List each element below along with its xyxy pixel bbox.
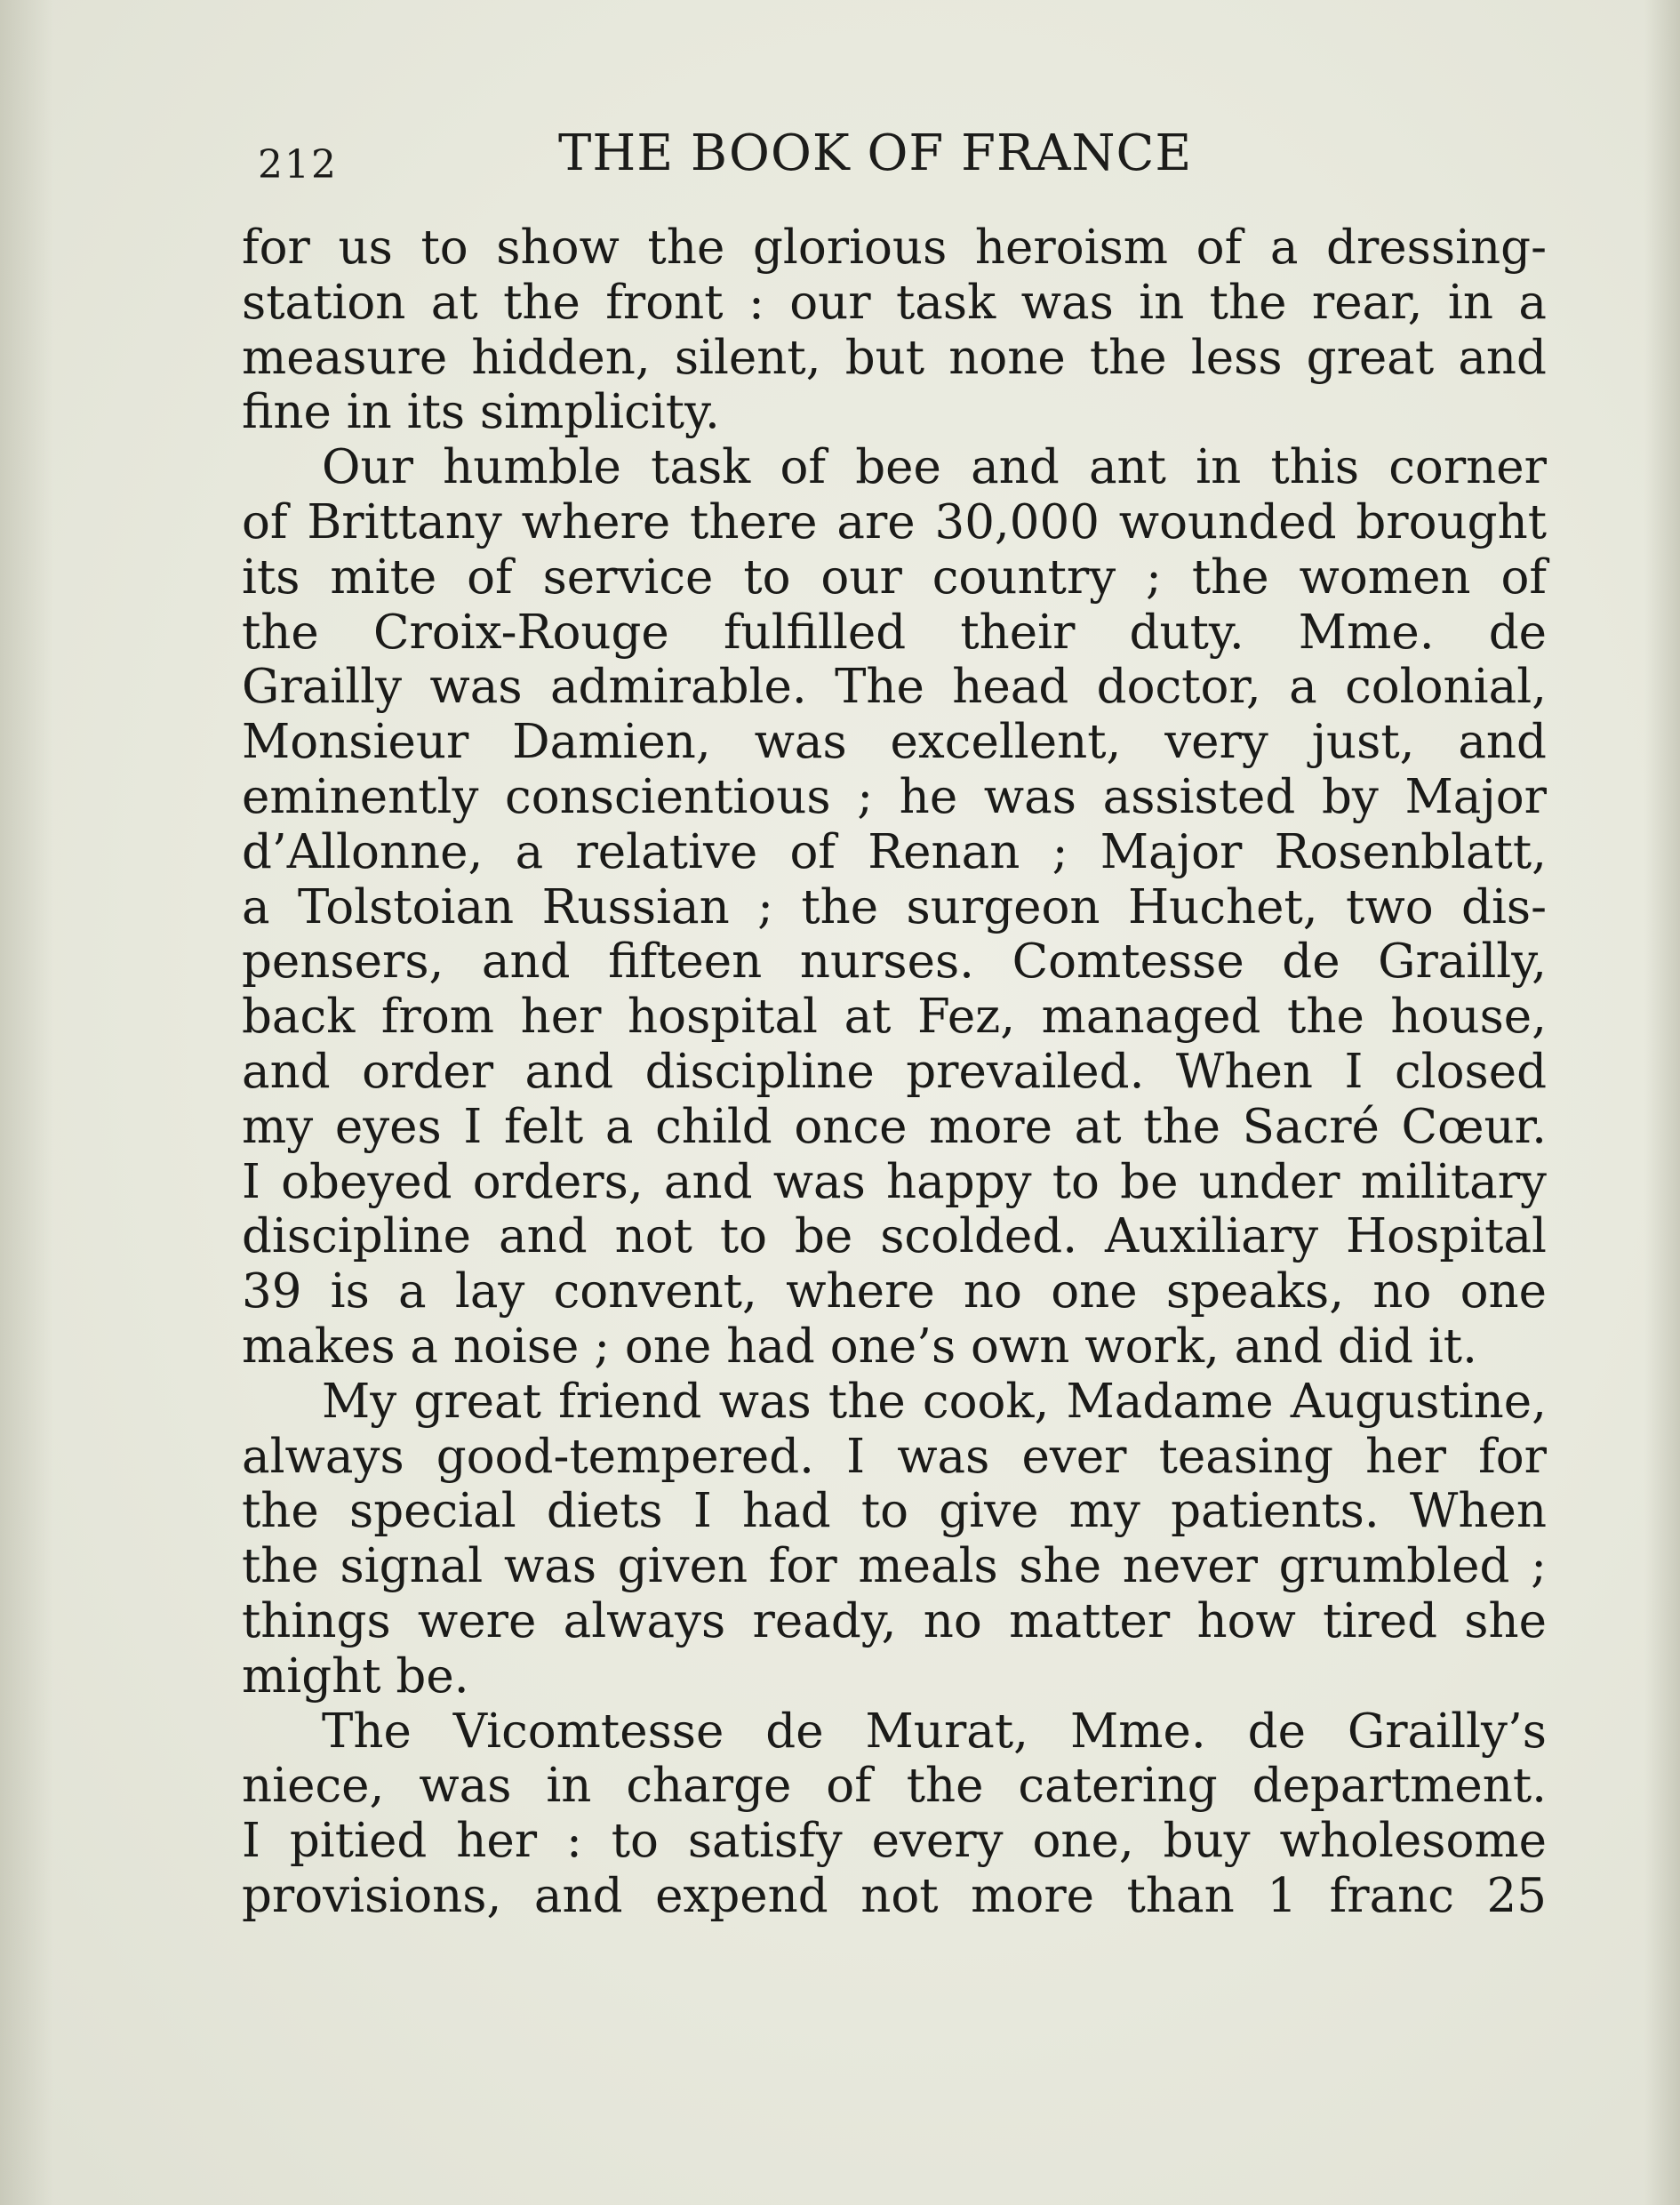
running-head (258, 124, 1262, 196)
text-line: discipline and not to be scolded. Auxiliary Hospital (242, 1209, 1547, 1264)
spine-shadow (0, 0, 53, 2205)
text-line: Grailly was admirable. The head doctor, a colonial, (242, 660, 1547, 715)
text-line: the special diets I had to give my patients. When (242, 1484, 1547, 1539)
text-line: always good-tempered. I was ever teasing her for (242, 1429, 1547, 1484)
text-line: of Brittany where there are 30,000 wounded brought (242, 494, 1547, 549)
text-line: 39 is a lay convent, where no one speaks, no one (242, 1264, 1547, 1319)
text-line: Monsieur Damien, was excellent, very just, and (242, 715, 1547, 770)
paragraph-start-line: The Vicomtesse de Murat, Mme. de Grailly’s (322, 1704, 1547, 1759)
text-line: a Tolstoian Russian ; the surgeon Huchet, two dis- (242, 879, 1547, 934)
text-line: its mite of service to our country ; the women of (242, 549, 1547, 605)
body-text (242, 220, 1547, 1924)
book-title: THE BOOK OF FRANCE (558, 124, 1193, 182)
text-line: fine in its simplicity. (242, 385, 720, 440)
text-line: back from her hospital at Fez, managed the house, (242, 990, 1547, 1045)
text-line: the Croix-Rouge fulfilled their duty. Mme. de (242, 605, 1547, 660)
text-line: pensers, and fifteen nurses. Comtesse de Grailly, (242, 934, 1547, 990)
text-line: makes a noise ; one had one’s own work, and did it. (242, 1319, 1477, 1374)
page-edge-shadow (1644, 0, 1680, 2205)
page-number: 212 (258, 142, 338, 188)
text-line: the signal was given for meals she never grumbled ; (242, 1539, 1547, 1594)
text-line: niece, was in charge of the catering department. (242, 1759, 1547, 1814)
text-line: measure hidden, silent, but none the less great and (242, 330, 1547, 385)
text-line: I pitied her : to satisfy every one, buy wholesome (242, 1814, 1547, 1869)
text-line: station at the front : our task was in the rear, in a (242, 275, 1547, 330)
text-line: I obeyed orders, and was happy to be under military (242, 1154, 1547, 1209)
text-line: might be. (242, 1648, 469, 1704)
text-line: provisions, and expend not more than 1 franc 25 (242, 1868, 1547, 1923)
text-line: and order and discipline prevailed. When I closed (242, 1044, 1547, 1099)
paragraph-start-line: My great friend was the cook, Madame Augustine, (322, 1374, 1547, 1429)
paragraph-start-line: Our humble task of bee and ant in this corner (322, 440, 1547, 495)
text-line: things were always ready, no matter how tired she (242, 1593, 1547, 1648)
text-line: my eyes I felt a child once more at the Sacré Cœur. (242, 1099, 1547, 1154)
text-line: for us to show the glorious heroism of a dressing- (242, 220, 1547, 275)
text-line: d’Allonne, a relative of Renan ; Major Rosenblatt, (242, 824, 1547, 879)
text-line: eminently conscientious ; he was assisted by Major (242, 769, 1547, 824)
